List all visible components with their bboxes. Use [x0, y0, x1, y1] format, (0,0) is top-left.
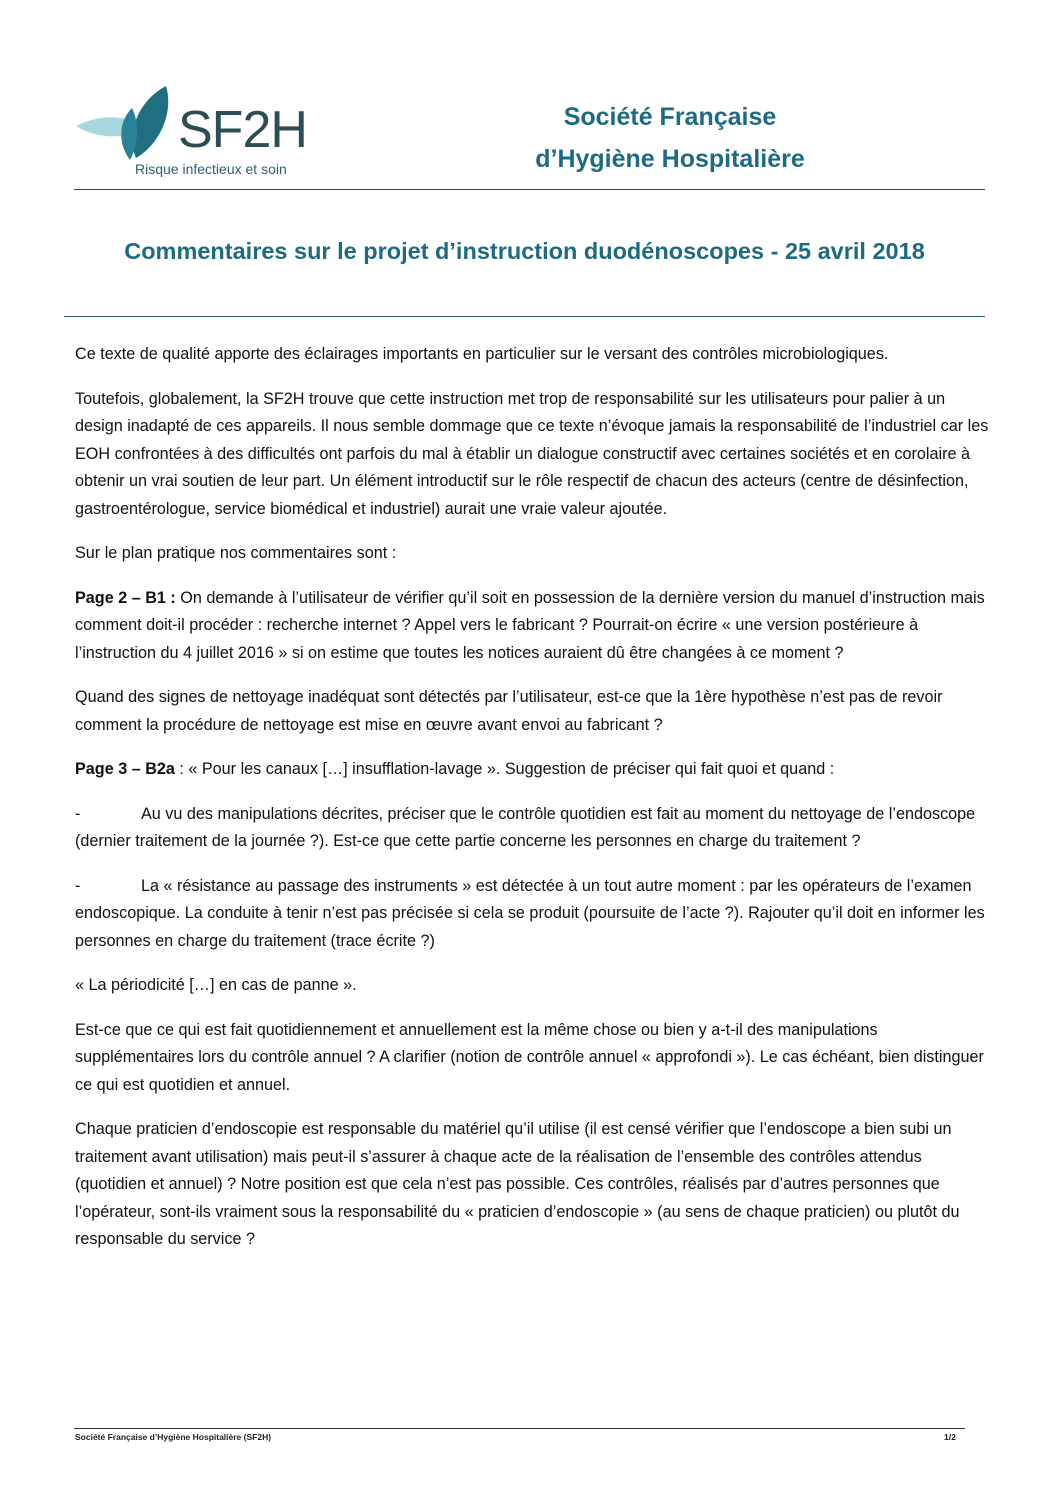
- section-ref: Page 3 – B2a: [75, 760, 175, 778]
- section-ref: Page 2 – B1 :: [75, 588, 176, 607]
- paragraph: [75, 585, 995, 668]
- document-title: Commentaires sur le projet d’instruction duodénoscopes - 25 avril 2018: [124, 238, 925, 264]
- paragraph-text: On demande à l’utilisateur de vérifier qu’il soit en possession de la dernière version du manuel d’instruction mais comment doit-il procéder : recherche internet ? Appel vers le fabricant ? Pourrait-on écrire « une version postérieure à l’instruction du 4 juillet 2016 » si on estime que toutes les notices auraient dû être changées à ce moment ?: [75, 588, 985, 662]
- logo-wordmark: SF2H: [178, 101, 307, 159]
- paragraph: Chaque praticien d’endoscopie est responsable du matériel qu’il utilise (il est censé vérifier que l’endoscope a bien subi un traitement avant utilisation) mais peut-il s’assurer à chaque acte de la réalisation de l’ensemble des contrôles attendus (quotidien et annuel) ? Notre position est que cela n’est pas possible. Ces contrôles, réalisés par d’autres personnes que l’opérateur, sont-ils vraiment sous la responsabilité du « praticien d’endoscopie » (au sens de chaque praticien) ou plutôt du responsable du service ?: [75, 1120, 960, 1248]
- bullet-item: [75, 873, 995, 956]
- bullet-dash: -: [75, 876, 81, 895]
- org-line-1: Société Française: [563, 103, 777, 131]
- title-divider: [64, 316, 985, 317]
- footer-divider: [74, 1428, 965, 1429]
- bullet-text: La « résistance au passage des instruments » est détectée à un tout autre moment : par les opérateurs de l’examen endoscopique. La conduite à tenir n’est pas précisée si cela se produit (poursuite de l’acte ?). Rajouter qu’il doit en informer les personnes en charge du traitement (trace écrite ?): [75, 876, 985, 950]
- footer-organization: Société Française d’Hygiène Hospitalière (SF2H): [75, 1432, 272, 1442]
- paragraph: [75, 756, 995, 784]
- paragraph: Toutefois, globalement, la SF2H trouve que cette instruction met trop de responsabilité sur les utilisateurs pour palier à un design inadapté de ces appareils. Il nous semble dommage que ce texte n’évoque jamais la responsabilité de l’industriel car les EOH confrontées à des difficultés ont parfois du mal à établir un dialogue constructif avec certaines sociétés et en corolaire à obtenir un vrai soutien de leur part. Un élément introductif sur le rôle respectif de chacun des acteurs (centre de désinfection, gastroentérologue, service biomédical et industriel) aurait une vraie valeur ajoutée.: [75, 389, 989, 518]
- logo-tagline: Risque infectieux et soin: [135, 161, 287, 177]
- bullet-text: Au vu des manipulations décrites, préciser que le contrôle quotidien est fait au moment du nettoyage de l’endoscope (dernier traitement de la journée ?). Est-ce que cette partie concerne les personnes en charge du traitement ?: [75, 804, 976, 850]
- paragraph: Ce texte de qualité apporte des éclairages importants en particulier sur le versant des contrôles microbiologiques.: [75, 345, 889, 363]
- document-body: [75, 341, 995, 1271]
- header-divider: [74, 189, 985, 190]
- paragraph: « La périodicité […] en cas de panne ».: [75, 976, 357, 994]
- bullet-item: [75, 801, 995, 856]
- paragraph: Est-ce que ce qui est fait quotidiennement et annuellement est la même chose ou bien y a-t-il des manipulations supplémentaires lors du contrôle annuel ? A clarifier (notion de contrôle annuel « approfondi »). Le cas échéant, bien distinguer ce qui est quotidien et annuel.: [75, 1020, 984, 1094]
- paragraph-text: : « Pour les canaux […] insufflation-lavage ». Suggestion de préciser qui fait quoi et quand :: [174, 760, 835, 778]
- page-number: 1/2: [944, 1432, 956, 1442]
- sf2h-logo: [74, 78, 314, 188]
- bullet-dash: -: [75, 804, 81, 823]
- org-line-2: d’Hygiène Hospitalière: [535, 145, 805, 173]
- organization-name: [470, 96, 870, 180]
- paragraph: Sur le plan pratique nos commentaires sont :: [75, 544, 397, 562]
- paragraph: Quand des signes de nettoyage inadéquat sont détectés par l’utilisateur, est-ce que la 1ère hypothèse n’est pas de revoir comment la procédure de nettoyage est mise en œuvre avant envoi au fabricant ?: [75, 688, 943, 734]
